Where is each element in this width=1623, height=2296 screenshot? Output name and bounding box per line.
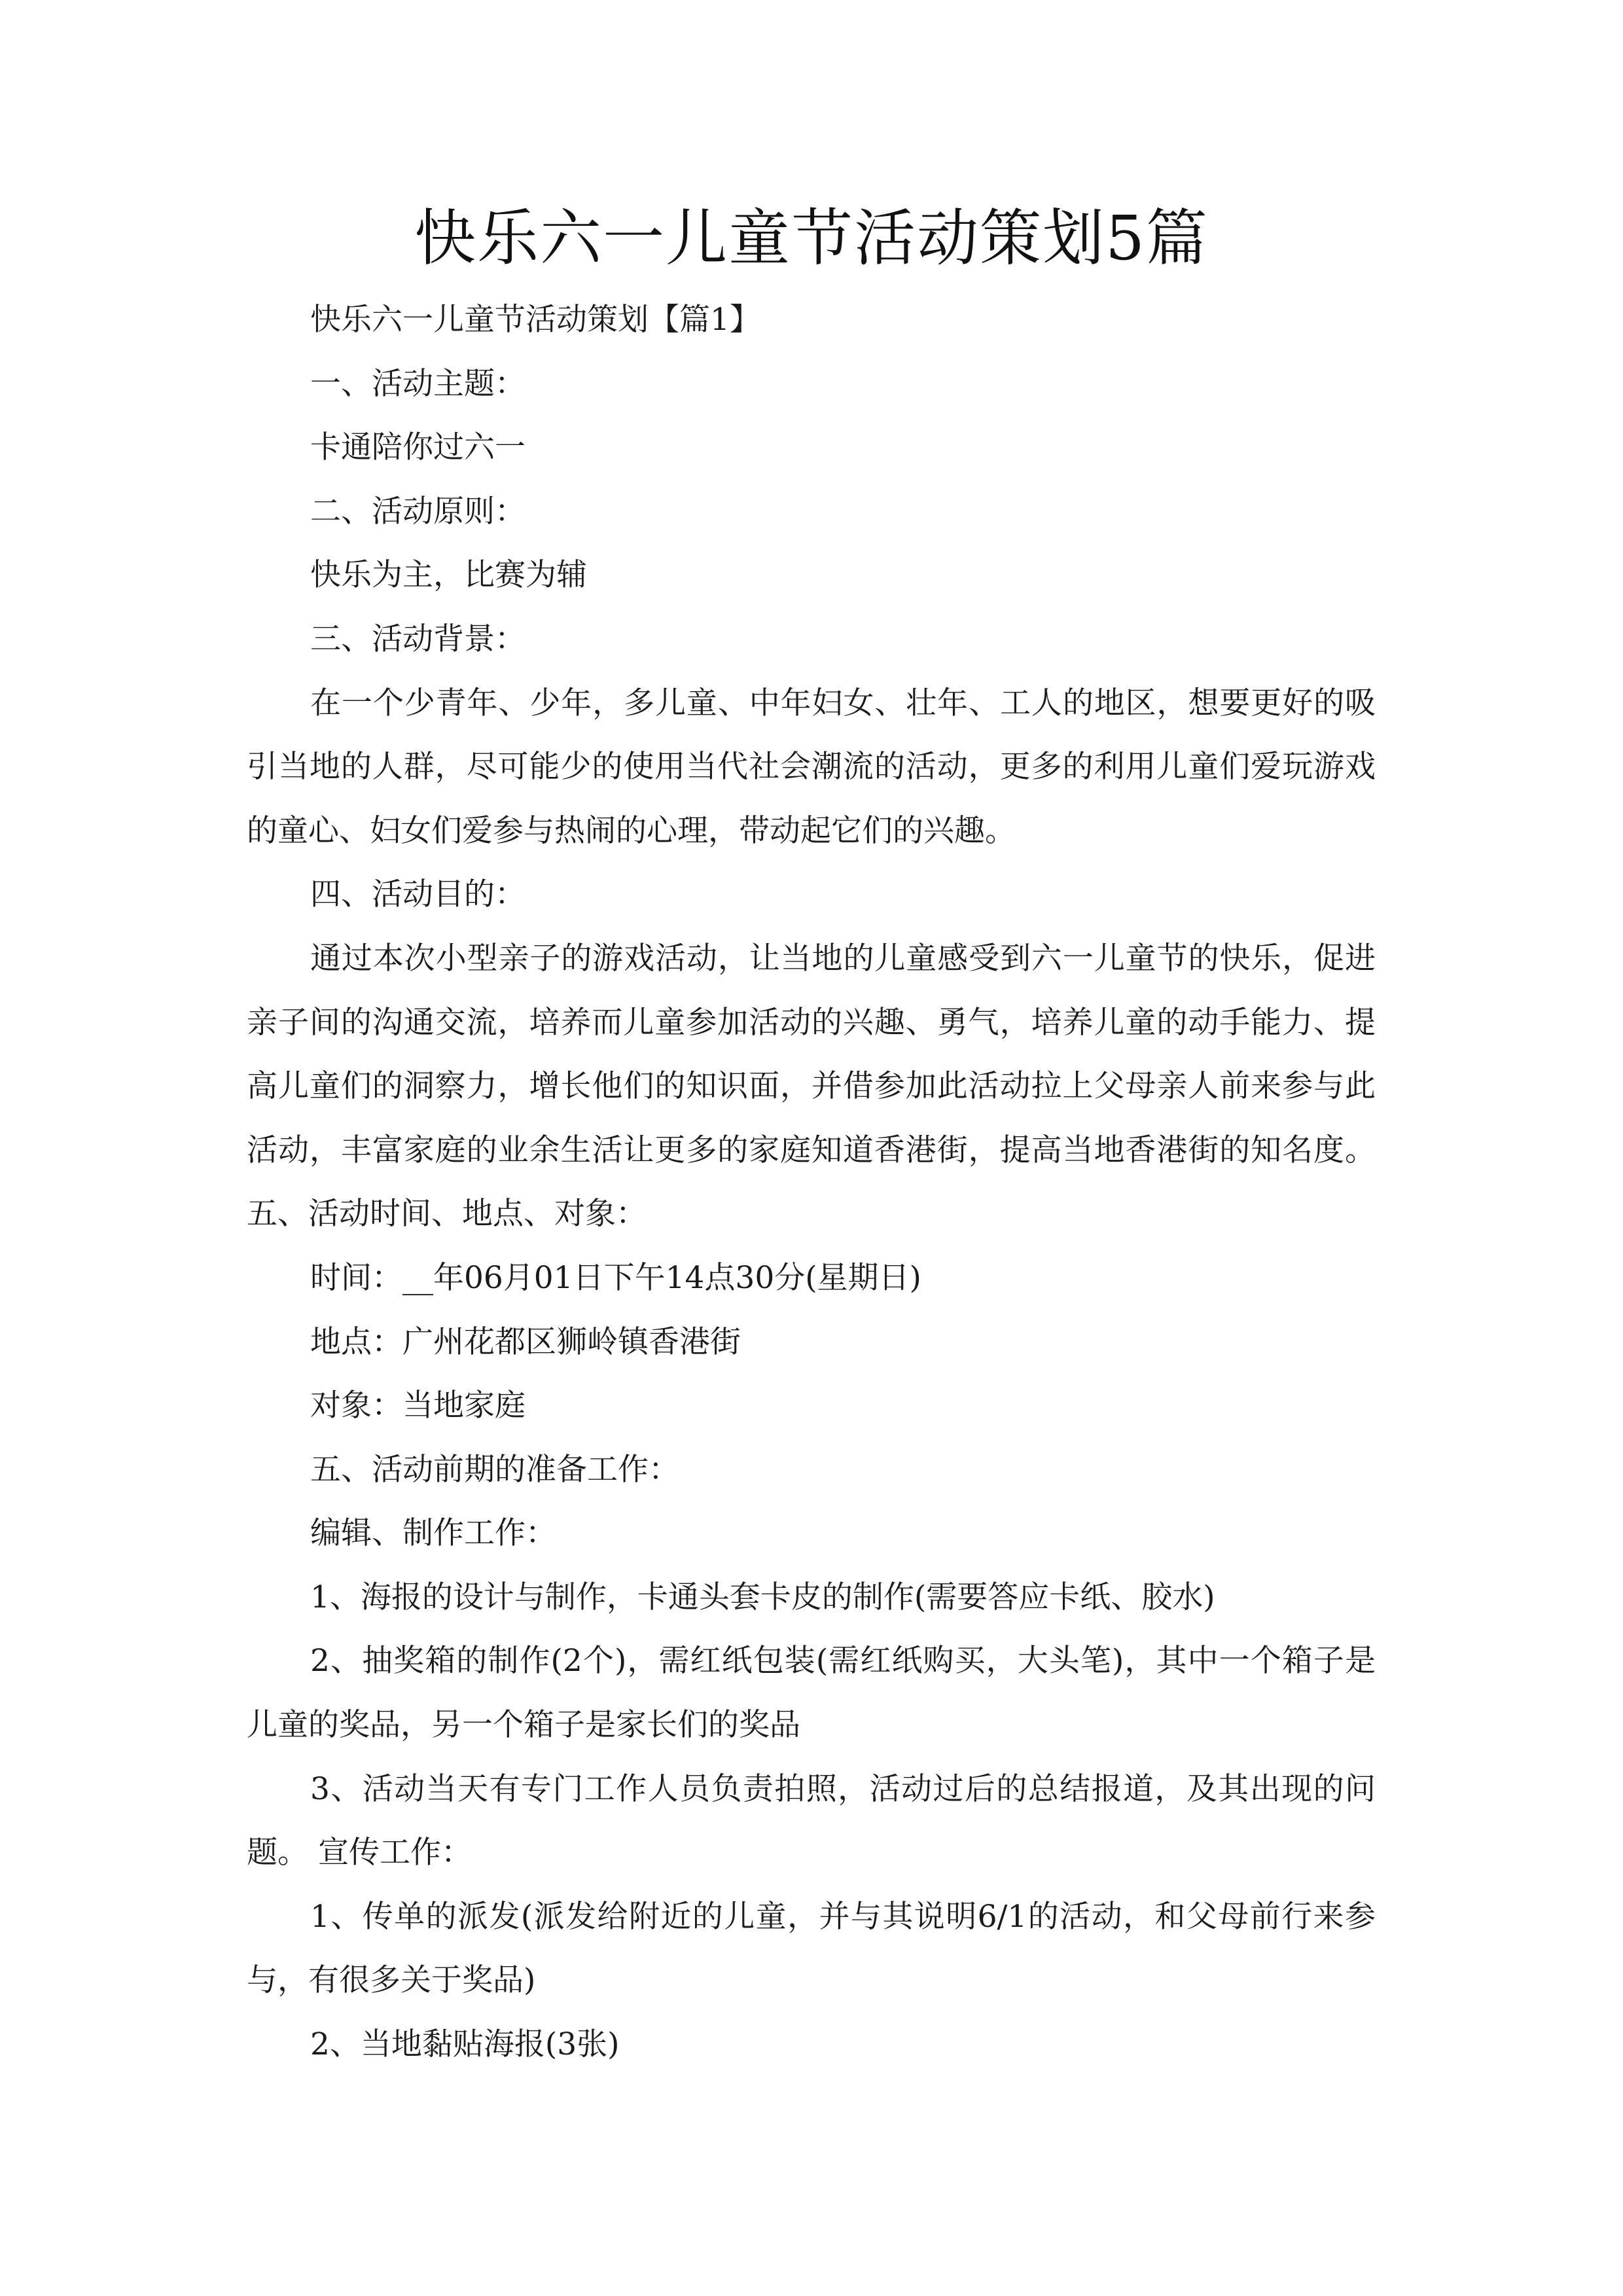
text-activity-time: 时间：__年06月01日下午14点30分(星期日) (310, 1259, 921, 1296)
list-item-lottery-box: 2、抽奖箱的制作(2个)，需红纸包装(需红纸购买，大头笔)，其中一个箱子是儿童的奖品，另一个箱子是家长们的奖品 (247, 1643, 1376, 1744)
text-activity-audience: 对象：当地家庭 (310, 1388, 526, 1424)
heading-activity-theme: 一、活动主题： (310, 365, 526, 402)
text-activity-theme: 卡通陪你过六一 (310, 429, 526, 466)
heading-preparation: 五、活动前期的准备工作： (310, 1451, 679, 1488)
heading-editing-production: 编辑、制作工作： (310, 1515, 556, 1552)
heading-activity-background: 三、活动背景： (310, 620, 526, 657)
list-item-local-posters: 2、当地黏贴海报(3张) (310, 2026, 620, 2063)
text-activity-background: 在一个少青年、少年，多儿童、中年妇女、壮年、工人的地区，想要更好的吸引当地的人群，尽可能少的使用当代社会潮流的活动，更多的利用儿童们爱玩游戏的童心、妇女们爱参与热闹的心理，带动起它们的兴趣。 (247, 685, 1376, 849)
list-item-photography: 3、活动当天有专门工作人员负责拍照，活动过后的总结报道，及其出现的问题。 宣传工作： (247, 1770, 1376, 1871)
text-activity-principle: 快乐为主，比赛为辅 (310, 557, 587, 594)
document-title: 快乐六一儿童节活动策划5篇 (414, 203, 1209, 274)
heading-activity-principle: 二、活动原则： (310, 493, 526, 529)
text-activity-purpose: 通过本次小型亲子的游戏活动，让当地的儿童感受到六一儿童节的快乐，促进亲子间的沟通交流，培养而儿童参加活动的兴趣、勇气，培养儿童的动手能力、提高儿童们的洞察力，增长他们的知识面，并借参加此活动拉上父母亲人前来参与此活动，丰富家庭的业余生活让更多的家庭知道香港街，提高当地香港街的知名度。 五、活动时间、地点、对象： (247, 940, 1376, 1232)
list-item-flyers: 1、传单的派发(派发给附近的儿童，并与其说明6/1的活动，和父母前行来参与，有很多关于奖品) (247, 1898, 1376, 1999)
heading-activity-purpose: 四、活动目的： (310, 876, 526, 913)
section-heading-part1: 快乐六一儿童节活动策划【篇1】 (310, 302, 760, 338)
text-activity-location: 地点：广州花都区狮岭镇香港街 (310, 1323, 741, 1360)
document-body (247, 288, 1376, 2077)
list-item-poster: 1、海报的设计与制作，卡通头套卡皮的制作(需要答应卡纸、胶水) (310, 1579, 1215, 1615)
